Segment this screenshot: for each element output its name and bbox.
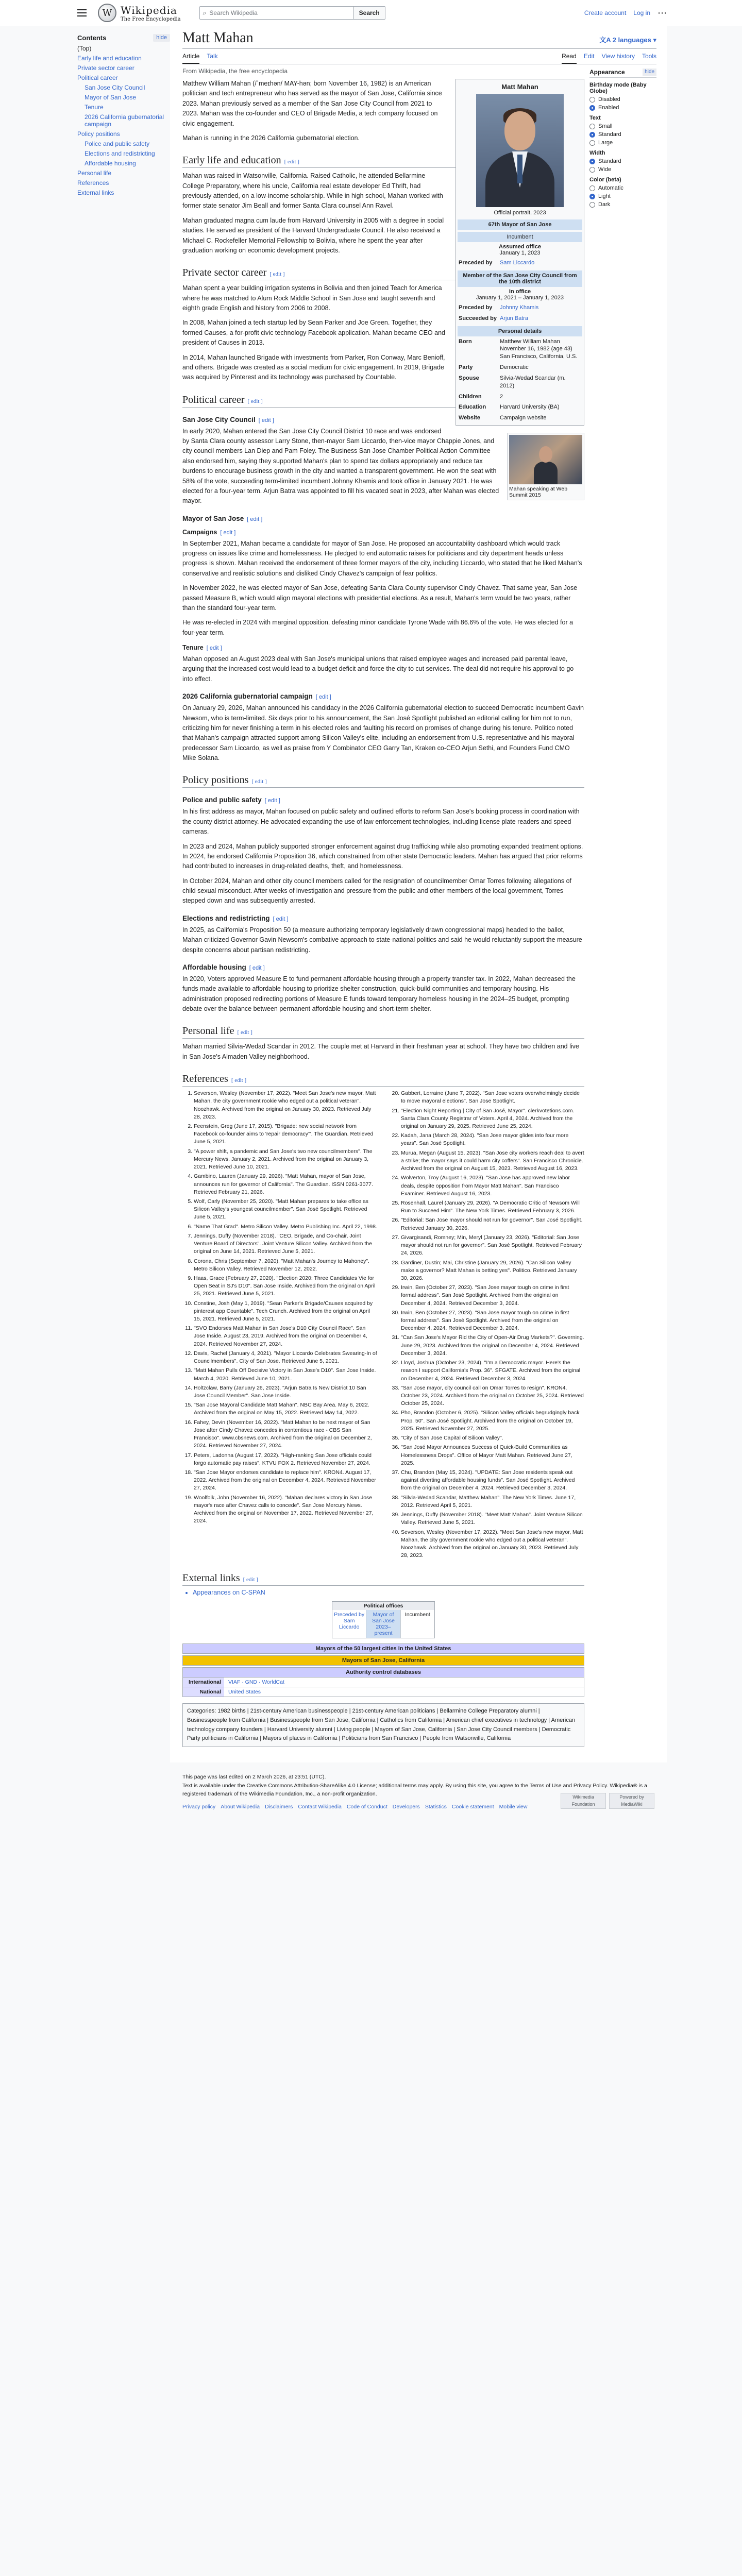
radio-dot-icon [589, 97, 595, 103]
subsection-police: Police and public safety [ edit ] [182, 796, 280, 804]
paragraph: On January 29, 2026, Mahan announced his candidacy in the 2026 California gubernatorial election to succeed Democratic incumbent Gavin Newsom, who is term-limited. Six days prior to his announcement, the San José Spotlight published an editorial calling for him not to run, criticizing him for never finishing a term in his elected roles and faulting his record on promises of change during his tenure. Politico noted that Mahan's campaign attracted support among Silicon Valley's elite, including an endorsement from U.S. representative and his mayoral predecessor Sam Liccardo, as well as praise from Y Combinator CEO Garry Tan, Kraken co-CEO Arjun Sethi, and Founders Fund CMO Mike Solana. [182, 704, 584, 761]
web-summit-thumbnail[interactable]: Mahan speaking at Web Summit 2015 [507, 433, 584, 500]
radio-option[interactable] [589, 166, 656, 173]
toc-item[interactable]: Policy positions [77, 130, 120, 138]
paragraph: Matthew William Mahan (/ˈmeɪhən/ MAY-hən; born November 16, 1982) is an American politician and tech entrepreneur who has served as the mayor of San Jose, California since 2023. Mahan previously served as a member of the San Jose City Council from 2021 to 2023. Mahan was the co-founder and CEO of Brigade Media, a tech company focused on civic engagement. [182, 80, 442, 127]
categories-box[interactable]: Categories: 1982 births | 21st-century American businesspeople | 21st-century American politicians | Bellarmine College Preparatory alumni | Businesspeople from California | Businesspeople from San Jose, California | Catholics from California | American chief executives in technology | American technology company founders | Harvard University alumni | Living people | Mayors of San Jose, California | San Jose City Council members | Democratic Party politicians in California | Mayors of places in California | Politicians from San Francisco | People from Watsonville, California [182, 1703, 584, 1747]
reference-item: 16. Fahey, Devin (November 16, 2022). "Matt Mahan to be next mayor of San Jose after Cindy Chavez concedes in contentious race - CBS San Francisco". www.cbsnews.com. Archived from the original on December 2, 2024. Retrieved November 27, 2024. [194, 1419, 377, 1450]
appearance-panel: Appearance hide Birthday mode (Baby Globe) Disabled Enabled Text Small Standard Large Width Standard Wide Color (beta) Automatic Light Dark [589, 64, 656, 1747]
infobox-council-office[interactable]: Member of the San Jose City Council from the 10th district [458, 270, 582, 287]
reference-item: 29. Irwin, Ben (October 27, 2023). "San Jose mayor tough on crime in first formal address". San José Spotlight. Archived from the original on December 4, 2024. Retrieved December 3, 2024. [401, 1284, 584, 1308]
reference-item: 6. "Name That Grad". Metro Silicon Valley. Metro Publishing Inc. April 22, 1998. [194, 1223, 377, 1231]
subsection-tenure: Tenure [ edit ] [182, 644, 222, 651]
navbox-san-jose-mayors[interactable]: Mayors of San Jose, California [182, 1655, 584, 1666]
authority-national: National United States [182, 1687, 584, 1697]
toc-item[interactable]: Early life and education [77, 55, 142, 62]
reference-item: 20. Gabbert, Lorraine (June 7, 2022). "San Jose voters overwhelmingly decide to move mayoral elections". San Jose Spotlight. [401, 1090, 584, 1105]
toc-item-top[interactable]: (Top) [77, 45, 92, 52]
radio-dot-icon [589, 105, 595, 111]
succession-current[interactable]: Mayor of San Jose 2023–present [366, 1610, 400, 1638]
radio-option[interactable] [589, 105, 656, 111]
reference-item: 14. Holtzclaw, Barry (January 26, 2023). "Arjun Batra Is New District 10 San Jose Council Member". San Jose Inside. [194, 1384, 377, 1400]
tab-read[interactable]: Read [562, 53, 577, 64]
toc-item[interactable]: Political career [77, 74, 118, 81]
reference-item: 23. Murua, Megan (August 15, 2023). "San Jose city workers reach deal to avert a strike; the mayor says it could harm city coffers". San Francisco Chronicle. Archived from the original on August 15, 2023. Retrieved August 16, 2023. [401, 1149, 584, 1173]
tagline: The Free Encyclopedia [121, 16, 181, 22]
toc-item[interactable]: Elections and redistricting [85, 150, 155, 157]
authority-international: International VIAF · GND · WorldCat [182, 1677, 584, 1687]
tagline-from: From Wikipedia, the free encyclopedia [182, 67, 288, 75]
reference-item: 12. Davis, Rachel (January 4, 2021). "Mayor Liccardo Celebrates Swearing-In of Councilmembers". City of San Jose. Retrieved June 5, 2021. [194, 1350, 377, 1365]
reference-item: 13. "Matt Mahan Pulls Off Decisive Victory in San Jose's D10". San Jose Inside. March 4, 2020. Retrieved June 10, 2021. [194, 1367, 377, 1382]
more-options-icon[interactable]: ⋯ [657, 8, 667, 18]
section-political-career: Political career [ edit ] [182, 394, 584, 408]
subsection-mayor: Mayor of San Jose [ edit ] [182, 514, 263, 522]
radio-label: Large [598, 140, 613, 146]
infobox-key: Spouse [459, 375, 479, 381]
succession-preceded[interactable]: Preceded by Sam Liccardo [332, 1610, 366, 1638]
infobox-caption: Official portrait, 2023 [494, 210, 546, 216]
reference-item: 36. "San José Mayor Announces Success of Quick-Build Communities as Homelessness Drops". Office of Mayor Matt Mahan. Retrieved June 27, 2025. [401, 1444, 584, 1467]
tab-article[interactable]: Article [182, 53, 199, 64]
section-personal-life: Personal life [ edit ] [182, 1025, 584, 1039]
paragraph: In 2023 and 2024, Mahan publicly supported stronger enforcement against drug trafficking while also promoting expanded treatment options. In 2024, he endorsed California Proposition 36, which constrained from other state Democratic leaders. Mahan has argued that prior reforms had contributed to increases in drug-related deaths, theft, and homelessness. [182, 842, 583, 870]
reference-item: 28. Gardiner, Dustin; Mai, Christine (January 29, 2026). "Can Silicon Valley make a governor? Matt Mahan is betting yes". Politico. Retrieved January 30, 2026. [401, 1259, 584, 1283]
radio-dot-icon [589, 159, 595, 164]
infobox-row [458, 402, 582, 413]
reference-item: 18. "San Jose Mayor endorses candidate to replace him". KRON4. August 17, 2022. Archived from the original on December 4, 2024. Retrieved November 27, 2024. [194, 1469, 377, 1493]
mediawiki-badge[interactable]: Powered by MediaWiki [609, 1793, 654, 1809]
main-content [170, 26, 667, 1762]
reference-item: 37. Chu, Brandon (May 15, 2024). "UPDATE: San Jose residents speak out against diverting affordable housing funds". San José Spotlight. Archived from the original on December 4, 2024. Retrieved December 3, 2024. [401, 1469, 584, 1493]
radio-label: Small [598, 123, 613, 129]
reference-item: 15. "San Jose Mayoral Candidate Matt Mahan". NBC Bay Area. May 6, 2022. Archived from the original on May 15, 2022. Retrieved May 14, 2022. [194, 1401, 377, 1417]
radio-option[interactable] [589, 140, 656, 146]
reference-item: 8. Corona, Chris (September 7, 2020). "Matt Mahan's Journey to Mahoney". Metro Silicon Valley. Retrieved November 12, 2022. [194, 1258, 377, 1273]
toc-item[interactable]: San Jose City Council [85, 84, 145, 91]
toc-title: Contents [77, 34, 107, 42]
infobox-key: Born [459, 338, 472, 345]
paragraph: He was re-elected in 2024 with marginal opposition, defeating minor candidate Tyrone Wade with 86.6% of the vote. He was elected for a four-year term. [182, 619, 574, 636]
infobox-row [458, 362, 582, 373]
toc-item[interactable]: External links [77, 189, 114, 196]
reference-item: 27. Givargisandi, Romney; Min, Meryl (January 23, 2026). "Editorial: San Jose mayor should not run for governor". San José Spotlight. Retrieved February 24, 2026. [401, 1234, 584, 1258]
footer-link[interactable]: Developers [392, 1804, 420, 1810]
language-button[interactable]: 文A 2 languages ▾ [599, 36, 656, 44]
infobox-title: Matt Mahan [501, 83, 538, 91]
radio-dot-icon [589, 167, 595, 173]
search-input[interactable]: ⌕ Search Wikipedia [199, 6, 354, 20]
toc-item[interactable]: References [77, 179, 109, 187]
navbox-authority-control[interactable]: Authority control databases [182, 1667, 584, 1677]
subsection-elections: Elections and redistricting [ edit ] [182, 914, 289, 922]
tab-talk[interactable]: Talk [207, 53, 218, 60]
paragraph: Mahan married Silvia-Wedad Scandar in 2012. The couple met at Harvard in their freshman year at school. They have two children and live in San Jose's Almaden Valley neighborhood. [182, 1043, 579, 1060]
radio-label: Standard [598, 131, 621, 138]
subsection-city-council: San Jose City Council [ edit ] [182, 415, 274, 423]
radio-label: Disabled [598, 96, 620, 103]
radio-option[interactable] [589, 201, 656, 208]
infobox-office[interactable]: 67th Mayor of San Jose [458, 219, 582, 230]
radio-label: Automatic [598, 185, 623, 191]
subsection-gubernatorial: 2026 California gubernatorial campaign [ edit ] [182, 692, 331, 701]
wikipedia-logo[interactable] [98, 4, 181, 22]
infobox-row [458, 413, 582, 423]
toc-item[interactable]: Mayor of San Jose [85, 94, 137, 101]
page-footer: This page was last edited on 2 March 2026, at 23:51 (UTC). Text is available under the Creative Commons Attribution-ShareAlike 4.0 License; additional terms may apply. By using this site, you agree to the Terms of Use and Privacy Policy. Wikipedia® is a registered trademark of the Wikimedia Foundation, Inc., a non-profit organization. Privacy policy About Wikipedia Disclaimers Contact Wikipedia Code of Conduct Developers Statistics Cookie statement Mobile view Wikimedia Foundation Powered by MediaWiki [0, 1762, 742, 1811]
search-form [199, 6, 385, 20]
paragraph: In September 2021, Mahan became a candidate for mayor of San Jose. He proposed an accountability dashboard which would track progress on issues like crime and homelessness. He pledged to end automatic raises for politicians and city department heads unless progress is shown. Mahan received the endorsement of three former mayors of the city, including Liccardo, who stated that he liked Mahan's conservative and realistic solutions and disliked Cindy Chavez's campaign of fear politics. [182, 539, 582, 577]
radio-dot-icon [589, 194, 595, 199]
infobox-value: Matthew William Mahan November 16, 1982 (age 43) San Francisco, California, U.S. [500, 338, 578, 360]
infobox-value: Campaign website [500, 415, 547, 421]
radio-dot-icon [589, 140, 595, 146]
toc-hide-button[interactable]: hide [153, 34, 170, 42]
radio-label: Wide [598, 166, 612, 173]
infobox-row [458, 336, 582, 363]
page-tabs [182, 49, 656, 64]
radio-label: Enabled [598, 105, 619, 111]
tab-view-history[interactable]: View history [601, 53, 635, 60]
paragraph: In 2025, as California's Proposition 50 (a measure authorizing temporary legislatively drawn congressional maps) headed to the ballot, Mahan criticized Governor Gavin Newsom's combative approach to state-national politics and said he would reluctantly support the measure despite concerns about partisan redistricting. [182, 926, 582, 954]
toc-item[interactable]: Police and public safety [85, 140, 150, 147]
wikimedia-badge[interactable]: Wikimedia Foundation [561, 1793, 606, 1809]
radio-label: Light [598, 193, 611, 199]
radio-dot-icon [589, 124, 595, 129]
toc-item[interactable]: Personal life [77, 170, 112, 177]
reference-item: 35. "City of San Jose Capital of Silicon Valley". [401, 1434, 584, 1442]
reference-item: 5. Wolf, Carly (November 25, 2020). "Matt Mahan prepares to take office as Silicon Valley's youngest councilmember". San José Spotlight. Retrieved June 5, 2021. [194, 1198, 377, 1222]
toc-item[interactable]: Affordable housing [85, 160, 136, 167]
footer-link[interactable]: Disclaimers [265, 1804, 293, 1810]
toc-item[interactable]: Private sector career [77, 64, 134, 72]
portrait-image[interactable] [476, 94, 564, 207]
radio-option[interactable] [589, 123, 656, 129]
external-link[interactable]: • Appearances on C-SPAN [193, 1589, 584, 1596]
infobox-incumbent: Incumbent [458, 232, 582, 242]
radio-option[interactable] [589, 96, 656, 103]
infobox-row [458, 373, 582, 392]
reference-item: 34. Pho, Brandon (October 6, 2025). "Silicon Valley officials begrudgingly back Prop. 50". San José Spotlight. Archived from the original on October 19, 2025. Retrieved November 27, 2025. [401, 1409, 584, 1433]
radio-dot-icon [589, 202, 595, 208]
radio-label: Standard [598, 158, 621, 164]
reference-item: 26. "Editorial: San Jose mayor should not run for governor". San José Spotlight. Retrieved January 30, 2026. [401, 1216, 584, 1232]
reference-item: 2. Feenstein, Greg (June 17, 2015). "Brigade: new social network from Facebook co-founder aims to 'repair democracy'". The Guardian. Retrieved June 5, 2021. [194, 1123, 377, 1146]
radio-option[interactable] [589, 193, 656, 199]
paragraph: In November 2022, he was elected mayor of San Jose, defeating Santa Clara County supervisor Cindy Chavez. That same year, San Jose passed Measure B, which would align mayoral elections with presidential elections. As a result, Mahan's term would be two years, rather than the standard four-year term. [182, 584, 578, 612]
radio-option[interactable] [589, 131, 656, 138]
reference-item: 11. "SVO Endorses Matt Mahan in San Jose's D10 City Council Race". San Jose Inside. August 23, 2019. Archived from the original on December 4, 2024. Retrieved November 27, 2024. [194, 1325, 377, 1348]
paragraph: In 2008, Mahan joined a tech startup led by Sean Parker and Joe Green. Together, they formed Causes, a for-profit civic technology Facebook application. Mahan became CEO and president of Causes in 2013. [182, 319, 445, 347]
navbox-largest-cities[interactable]: Mayors of the 50 largest cities in the United States [182, 1643, 584, 1654]
section-references: References [ edit ] [182, 1073, 584, 1087]
footer-link[interactable]: Privacy policy [182, 1804, 216, 1810]
paragraph: Mahan opposed an August 2023 deal with San Jose's municipal unions that raised employee wages and increased paid parental leave, arguing that the increased cost would lead to a budget deficit and force the city to cut services. The deal did not require his approval to go into effect. [182, 655, 574, 683]
reference-item: 21. "Election Night Reporting | City of San José, Mayor". clerkvotetions.com. Santa Clara County Registrar of Voters. April 4, 2024. Archived from the original on January 29, 2025. Retrieved June 25, 2024. [401, 1107, 584, 1131]
infobox-value: Silvia-Wedad Scandar (m. 2012) [500, 375, 566, 389]
reference-item: 39. Jennings, Duffy (November 2018). "Meet Matt Mahan". Joint Venture Silicon Valley. Retrieved June 5, 2021. [401, 1511, 584, 1527]
reference-item: 33. "San Jose mayor, city council call on Omar Torres to resign". KRON4. October 23, 2024. Archived from the original on October 25, 2024. Retrieved October 25, 2024. [401, 1384, 584, 1408]
appearance-hide-button[interactable]: hide [643, 69, 656, 76]
references-list [182, 1090, 584, 1561]
footer-link[interactable]: Mobile view [499, 1804, 528, 1810]
paragraph: In October 2024, Mahan and other city council members called for the resignation of councilmember Omar Torres following allegations of child sexual misconduct. After weeks of investigation and pressure from the public and other members of the local government, Torres stepped down and was subsequently arrested. [182, 877, 572, 905]
footer-link[interactable]: Contact Wikipedia [298, 1804, 342, 1810]
radio-dot-icon [589, 185, 595, 191]
footer-link[interactable]: Cookie statement [451, 1804, 494, 1810]
reference-item: 3. "A power shift, a pandemic and San Jose's two new councilmembers". The Mercury News. January 2, 2021. Archived from the original on January 3, 2021. Retrieved June 10, 2021. [194, 1148, 377, 1172]
footer-link[interactable]: Code of Conduct [346, 1804, 387, 1810]
radio-option[interactable] [589, 158, 656, 164]
section-early-life: Early life and education [ edit ] [182, 155, 584, 168]
infobox-key: Website [459, 415, 480, 421]
search-icon: ⌕ [203, 9, 207, 16]
subsection-campaigns: Campaigns [ edit ] [182, 528, 236, 536]
paragraph: In 2020, Voters approved Measure E to fund permanent affordable housing through a property transfer tax. In 2022, Mahan decreased the funds made available to affordable housing to prioritize shelter construction, quick-build communities and temporary housing. His administration proposed redirecting portions of Measure E funds toward temporary homeless housing in the 2024–25 budget, prompting debate over the balance between permanent affordable housing and short-term shelter. [182, 975, 576, 1012]
radio-label: Dark [598, 201, 611, 208]
paragraph: Mahan spent a year building irrigation systems in Bolivia and then joined Teach for America where he was matched to Alum Rock Middle School in San Jose and taught seventh and eighth grade English and history from 2006 to 2008. [182, 284, 442, 312]
reference-item: 9. Haas, Grace (February 27, 2020). "Election 2020: Three Candidates Vie for Open Seat in SJ's D10". San Jose Inside. Archived from the original on April 25, 2021. Retrieved June 5, 2021. [194, 1275, 377, 1298]
infobox-value: Democratic [500, 364, 529, 371]
create-account-link[interactable]: Create account [584, 9, 627, 16]
section-private-sector: Private sector career [ edit ] [182, 267, 584, 280]
paragraph: Mahan was raised in Watsonville, California. Raised Catholic, he attended Bellarmine College Preparatory, where his uncle, California real estate developer Ed Thrift, had previously attended, on a low-income scholarship. While in high school, Mahan worked with former state senator Jim Beall and former Santa Clara counsel Ann Ravel. [182, 172, 443, 210]
paragraph: In his first address as mayor, Mahan focused on public safety and outlined efforts to reform San Jose's booking process in coordination with the county district attorney. He advocated expanding the use of law enforcement technologies, including license plate readers and speed cameras. [182, 808, 580, 836]
footer-link[interactable]: Statistics [425, 1804, 447, 1810]
infobox-value: 2 [500, 393, 503, 400]
infobox-key: Party [459, 364, 473, 371]
reference-item: 38. "Silvia-Wedad Scandar, Matthew Mahan". The New York Times. June 17, 2012. Retrieved April 5, 2021. [401, 1494, 584, 1510]
login-link[interactable]: Log in [633, 9, 650, 16]
table-of-contents [77, 26, 170, 1762]
reference-item: 10. Constine, Josh (May 1, 2019). "Sean Parker's Brigade/Causes acquired by pinterest app Countable". Tech Crunch. Archived from the original on April 15, 2021. Retrieved June 5, 2021. [194, 1300, 377, 1324]
paragraph: In early 2020, Mahan entered the San Jose City Council District 10 race and was endorsed by Santa Clara county assessor Larry Stone, then-mayor Sam Liccardo, then-vice mayor Chappie Jones, and city council members Lan Diep and Pam Foley. The Business San Jose Chamber Political Action Committee also endorsed him, saying they supported Mahan's plan to spend tax dollars appropriately and reduce tax burdens to encourage business growth in the city and wanted a transparent government. He won the seat with 58% of the vote, succeeding term-limited incumbent Johnny Khamis and took office in January 2021. He was elected for a four-year term. Arjun Batra was appointed to fill his vacated seat in 2023, after Mahan was elected mayor. [182, 427, 499, 505]
toc-item[interactable]: Tenure [85, 104, 104, 111]
tab-tools[interactable]: Tools [642, 53, 656, 60]
reference-item: 24. Wolverton, Troy (August 16, 2023). "San Jose has approved new labor deals, despite opposition from Mayor Matt Mahan". San Francisco Examiner. Retrieved August 16, 2023. [401, 1174, 584, 1198]
reference-item: 40. Severson, Wesley (November 17, 2022). "Meet San Jose's new mayor, Matt Mahan, the city government rookie who edged out a political veteran". Noozhawk. Archived from the original on January 30, 2023. Retrieved July 28, 2023. [401, 1529, 584, 1560]
tab-edit[interactable]: Edit [583, 53, 595, 60]
infobox-value: Harvard University (BA) [500, 404, 560, 411]
infobox: Matt Mahan Official portrait, 2023 67th Mayor of San Jose Incumbent Assumed office January 1, 2023 Preceded by Sam Liccardo Member of the San Jose City Council from the 10th district In office January 1, 2021 – January 1, 2023 Preceded by Johnny Khamis Succeeded by Arjun Batra Personal details Born Matthew William Mahan November 16, 1982 (age 43) San Francisco, California, U.S. Party Democratic Spouse Silvia-Wedad Scandar (m. 2012) Children 2 Education Harvard University (BA) Website Campaign website [456, 79, 584, 426]
section-external-links: External links [ edit ] [182, 1572, 584, 1586]
main-menu-button[interactable] [77, 7, 90, 19]
reference-item: 31. "Can San Jose's Mayor Rid the City of Open-Air Drug Markets?". Governing. June 29, 2023. Archived from the original on December 4, 2024. Retrieved December 3, 2024. [401, 1334, 584, 1358]
reference-item: 4. Gambino, Lauren (January 29, 2026). "Matt Mahan, mayor of San Jose, announces run for governor of California". The Guardian. ISSN 0261-3077. Retrieved February 21, 2026. [194, 1173, 377, 1196]
reference-item: 1. Severson, Wesley (November 17, 2022). "Meet San Jose's new mayor, Matt Mahan, the city government rookie who edged out a political veteran". Noozhawk. Archived from the original on January 30, 2023. Retrieved July 28, 2023. [194, 1090, 377, 1121]
reference-item: 25. Rosenhall, Laurel (January 29, 2026). "A Democratic Critic of Newsom Will Run to Succeed Him". The New York Times. Retrieved February 3, 2026. [401, 1199, 584, 1215]
footer-link[interactable]: About Wikipedia [221, 1804, 260, 1810]
paragraph: Mahan is running in the 2026 California gubernatorial election. [182, 134, 360, 142]
page-title: Matt Mahan [182, 30, 254, 46]
section-policy-positions: Policy positions [ edit ] [182, 774, 584, 788]
reference-item: 32. Lloyd, Joshua (October 23, 2024). "I'm a Democratic mayor. Here's the reason I support California's Prop. 36". SFGATE. Archived from the original on December 4, 2024. Retrieved December 3, 2024. [401, 1359, 584, 1383]
reference-item: 30. Irwin, Ben (October 27, 2023). "San Jose mayor tough on crime in first formal address". San José Spotlight. Archived from the original on December 4, 2024. Retrieved December 3, 2024. [401, 1309, 584, 1333]
infobox-key: Children [459, 393, 482, 400]
infobox-preceded-by[interactable]: Sam Liccardo [500, 260, 535, 266]
infobox-personal-details: Personal details [458, 326, 582, 336]
paragraph: In 2014, Mahan launched Brigade with investments from Parker, Ron Conway, Marc Benioff, and others. Brigade was created as a social medium for civic engagement. In 2019, Brigade was acquired by Pinterest and its technology was purchased by Countable. [182, 353, 445, 381]
wordmark: Wikipedia [121, 4, 177, 16]
globe-icon: W [98, 4, 116, 22]
search-button[interactable]: Search [354, 6, 385, 20]
reference-item: 19. Woolfolk, John (November 16, 2022). "Mahan declares victory in San Jose mayor's race after Chavez calls to concede". San Jose Mercury News. Archived from the original on November 17, 2022. Retrieved November 27, 2024. [194, 1494, 377, 1526]
infobox-row [458, 392, 582, 402]
succession-box: Political offices Preceded by Sam Liccardo Mayor of San Jose 2023–present Incumbent [332, 1601, 435, 1638]
radio-option[interactable] [589, 185, 656, 191]
toc-item[interactable]: 2026 California gubernatorial campaign [85, 113, 164, 128]
site-header [0, 0, 742, 26]
radio-dot-icon [589, 132, 595, 138]
reference-item: 7. Jennings, Duffy (November 2018). "CEO, Brigade, and Co-chair, Joint Venture Board of Directors". Joint Venture Silicon Valley. Archived from the original on June 14, 2021. Retrieved June 5, 2021. [194, 1232, 377, 1256]
infobox-key: Education [459, 404, 486, 411]
subsection-housing: Affordable housing [ edit ] [182, 963, 265, 971]
reference-item: 17. Peters, Ladonna (August 17, 2022). "High-ranking San Jose officials could forgo automatic pay raises". KTVU FOX 2. Retrieved November 27, 2024. [194, 1452, 377, 1467]
paragraph: Mahan graduated magna cum laude from Harvard University in 2005 with a degree in social studies. He served as president of the Harvard Undergraduate Council. He also received a Michael C. Rockefeller Memorial Fellowship to Bolivia, where he spent the year after graduation working on economic development projects. [182, 216, 444, 254]
reference-item: 22. Kadah, Jana (March 28, 2024). "San Jose mayor glides into four more years". San José Spotlight. [401, 1132, 584, 1147]
